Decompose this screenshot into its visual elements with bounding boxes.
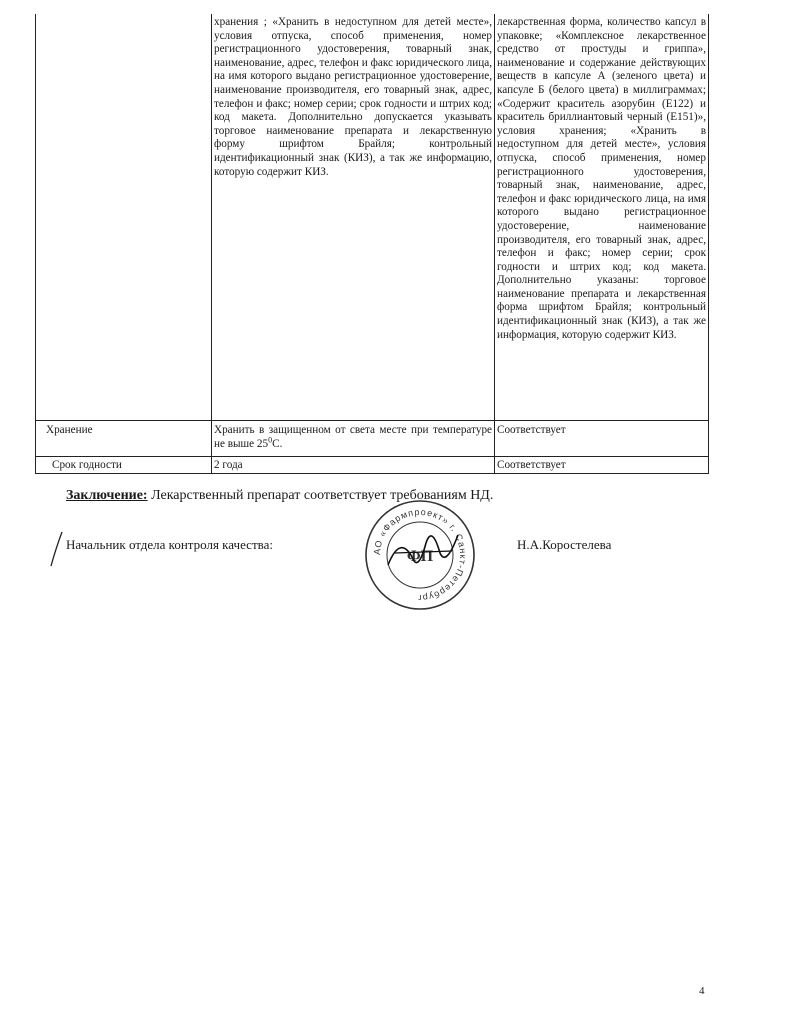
signatory-name: Н.А.Коростелева xyxy=(517,537,612,552)
degree-sup: 0 xyxy=(268,434,273,444)
table-row-divider-2 xyxy=(35,456,709,457)
head-of-qc-label: Начальник отдела контроля качества: xyxy=(66,537,273,552)
table-col-divider-1 xyxy=(211,14,212,474)
svg-text:АО «Фармпроект» г. Санкт-Петер: АО «Фармпроект» г. Санкт-Петербург xyxy=(371,506,469,604)
table-row-divider-1 xyxy=(35,420,709,421)
continued-row-result: лекарственная форма, количество капсул в упаковке; «Комплексное лекарственное средство от простуды и гриппа», наименование и содержание действующих веществ в капсуле А (зеленого цвета) и капсуле Б (белого цвета) в миллиграммах; «Содержит краситель азорубин (Е122) и краситель бриллиантовый черный (Е151)», условия хранения; «Хранить в недоступном для детей месте», условия отпуска, способ применения, номер регистрационного удостоверения, товарный знак, наименование, адрес, телефон и факс юридического лица, на имя которого выдано регистрационное удостоверение, наименование производителя, его товарный знак, адрес, телефон и факс; номер серии; срок годности и штрих код; код макета. Дополнительно указаны: торговое наименование препарата и лекарственная форма шрифтом Брайля; контрольный идентификационный знак (КИЗ), а так же информация, которую содержит КИЗ. xyxy=(497,16,706,341)
storage-row-label: Хранение xyxy=(46,424,93,436)
company-stamp xyxy=(360,495,480,615)
conclusion-text: Лекарственный препарат соответствует требованиям НД. xyxy=(147,488,494,503)
table-bottom-border xyxy=(35,473,709,474)
table-col-divider-2 xyxy=(494,14,495,474)
table-left-border xyxy=(35,14,36,474)
shelf-life-row-result: Соответствует xyxy=(497,459,566,471)
storage-row-requirement xyxy=(214,424,492,451)
storage-requirement-suffix: С. xyxy=(272,437,283,450)
table-right-border xyxy=(708,14,709,474)
conclusion-label: Заключение: xyxy=(66,488,148,503)
continued-row-requirement: хранения ; «Хранить в недоступном для детей месте», условия отпуска, способ применения, номер регистрационного удостоверения, товарный знак, наименование, адрес, телефон и факс юридического лица, на имя которого выдано регистрационное удостоверение, наименование производителя, его товарный знак, адрес, телефон и факс; номер серии; срок годности и штрих код; код макета. Дополнительно допускается указывать торговое наименование препарата и лекарственную форму шрифтом Брайля; контрольный идентификационный знак (КИЗ), а так же информацию, которую содержит КИЗ. xyxy=(214,16,492,178)
page-number: 4 xyxy=(699,985,705,997)
shelf-life-row-requirement: 2 года xyxy=(214,459,243,471)
margin-mark xyxy=(48,530,66,570)
storage-row-result: Соответствует xyxy=(497,424,566,436)
shelf-life-row-label: Срок годности xyxy=(52,459,122,471)
svg-text:ФП: ФП xyxy=(406,548,434,565)
storage-requirement-prefix: Хранить в защищенном от света месте при температуре не выше 25 xyxy=(214,424,492,450)
